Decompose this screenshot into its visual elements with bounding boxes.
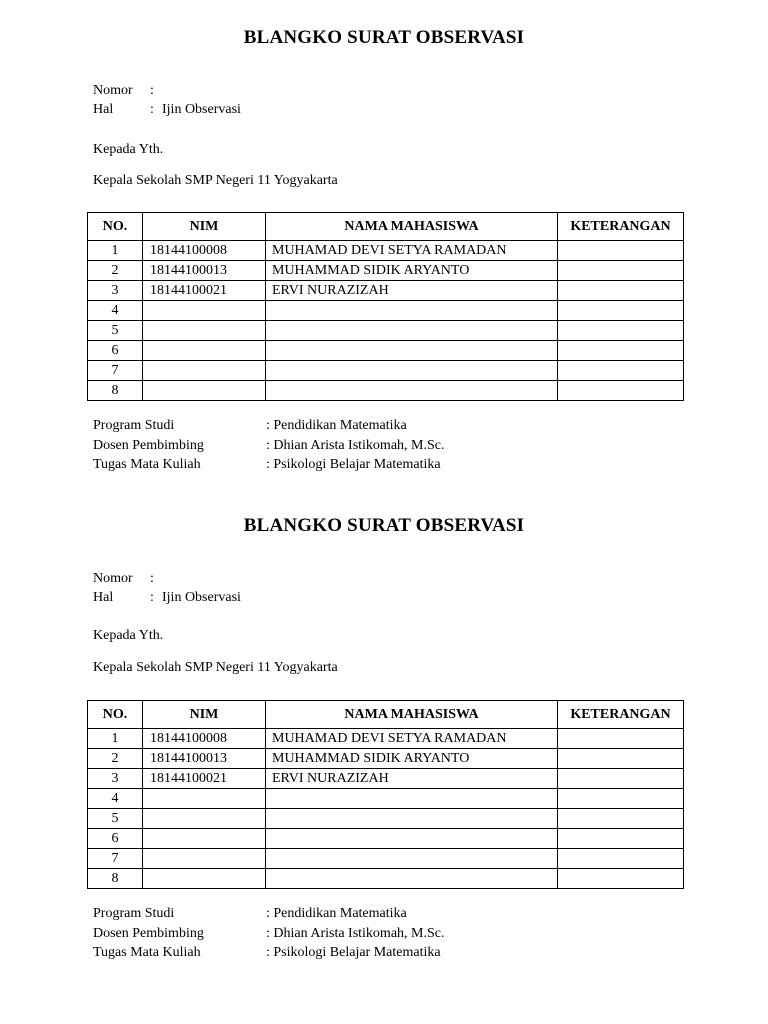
cell-nama (266, 341, 558, 361)
cell-no: 8 (88, 869, 143, 889)
tugas-value: : Psikologi Belajar Matematika (266, 945, 441, 960)
cell-nama (266, 849, 558, 869)
cell-nim (143, 849, 266, 869)
cell-nim: 18144100008 (143, 729, 266, 749)
table-row (88, 809, 684, 829)
cell-keterangan (558, 381, 684, 401)
header-nama: NAMA MAHASISWA (266, 213, 558, 241)
cell-no: 6 (88, 341, 143, 361)
table-row (88, 321, 684, 341)
cell-no: 4 (88, 301, 143, 321)
cell-keterangan (558, 849, 684, 869)
cell-keterangan (558, 809, 684, 829)
cell-no: 1 (88, 729, 143, 749)
cell-keterangan (558, 869, 684, 889)
table-row (88, 789, 684, 809)
cell-no: 5 (88, 321, 143, 341)
cell-nim: 18144100021 (143, 281, 266, 301)
cell-no: 1 (88, 241, 143, 261)
table-row (88, 341, 684, 361)
form-title: BLANGKO SURAT OBSERVASI (243, 515, 525, 536)
salutation: Kepada Yth. (93, 142, 164, 157)
header-nim: NIM (143, 701, 266, 729)
table-row (88, 769, 684, 789)
cell-no: 4 (88, 789, 143, 809)
cell-nim: 18144100013 (143, 261, 266, 281)
recipient: Kepala Sekolah SMP Negeri 11 Yogyakarta (93, 173, 338, 188)
cell-nama (266, 829, 558, 849)
hal-colon: : (150, 102, 154, 117)
cell-no: 7 (88, 361, 143, 381)
cell-nama: ERVI NURAZIZAH (266, 281, 558, 301)
program-studi-line (93, 904, 407, 924)
table-row (88, 261, 684, 281)
cell-no: 8 (88, 381, 143, 401)
cell-no: 7 (88, 849, 143, 869)
header-no: NO. (88, 701, 143, 729)
cell-nama (266, 361, 558, 381)
cell-nama (266, 381, 558, 401)
table-row (88, 281, 684, 301)
program-studi-value: : Pendidikan Matematika (266, 906, 407, 921)
table-row (88, 869, 684, 889)
hal-line (93, 588, 241, 608)
table-row (88, 729, 684, 749)
dosen-label: Dosen Pembimbing (93, 438, 204, 453)
cell-nim: 18144100021 (143, 769, 266, 789)
program-studi-line (93, 416, 407, 436)
table-row (88, 749, 684, 769)
cell-nama: MUHAMAD DEVI SETYA RAMADAN (266, 241, 558, 261)
form-title: BLANGKO SURAT OBSERVASI (243, 27, 525, 48)
cell-keterangan (558, 341, 684, 361)
cell-nama (266, 869, 558, 889)
dosen-value: : Dhian Arista Istikomah, M.Sc. (266, 926, 445, 941)
nomor-line (93, 569, 162, 589)
salutation: Kepada Yth. (93, 628, 164, 643)
table-header-row (88, 213, 684, 241)
dosen-line (93, 436, 445, 456)
recipient: Kepala Sekolah SMP Negeri 11 Yogyakarta (93, 660, 338, 675)
cell-no: 2 (88, 261, 143, 281)
cell-nim (143, 321, 266, 341)
nomor-colon: : (150, 571, 154, 586)
cell-nama: MUHAMMAD SIDIK ARYANTO (266, 261, 558, 281)
dosen-value: : Dhian Arista Istikomah, M.Sc. (266, 438, 445, 453)
dosen-label: Dosen Pembimbing (93, 926, 204, 941)
program-studi-value: : Pendidikan Matematika (266, 418, 407, 433)
cell-nim: 18144100013 (143, 749, 266, 769)
program-studi-label: Program Studi (93, 906, 175, 921)
cell-nim (143, 869, 266, 889)
hal-label: Hal (93, 102, 114, 117)
cell-nim (143, 341, 266, 361)
table-row (88, 829, 684, 849)
header-no: NO. (88, 213, 143, 241)
table-header-row (88, 701, 684, 729)
cell-nama: MUHAMMAD SIDIK ARYANTO (266, 749, 558, 769)
nomor-label: Nomor (93, 83, 133, 98)
cell-nim (143, 789, 266, 809)
header-nama: NAMA MAHASISWA (266, 701, 558, 729)
student-table (87, 212, 684, 401)
cell-keterangan (558, 301, 684, 321)
cell-keterangan (558, 749, 684, 769)
table-row (88, 381, 684, 401)
cell-keterangan (558, 321, 684, 341)
hal-value: Ijin Observasi (162, 102, 241, 117)
cell-keterangan (558, 261, 684, 281)
header-keterangan: KETERANGAN (558, 213, 684, 241)
table-row (88, 301, 684, 321)
hal-value: Ijin Observasi (162, 590, 241, 605)
cell-nim (143, 361, 266, 381)
cell-nama (266, 321, 558, 341)
cell-no: 5 (88, 809, 143, 829)
table-row (88, 849, 684, 869)
cell-keterangan (558, 829, 684, 849)
cell-no: 3 (88, 281, 143, 301)
cell-keterangan (558, 789, 684, 809)
dosen-line (93, 924, 445, 944)
hal-line (93, 100, 241, 120)
cell-nim: 18144100008 (143, 241, 266, 261)
hal-colon: : (150, 590, 154, 605)
nomor-line (93, 81, 162, 101)
cell-no: 2 (88, 749, 143, 769)
cell-nama (266, 809, 558, 829)
header-nim: NIM (143, 213, 266, 241)
cell-nim (143, 809, 266, 829)
cell-no: 3 (88, 769, 143, 789)
cell-nim (143, 381, 266, 401)
nomor-label: Nomor (93, 571, 133, 586)
header-keterangan: KETERANGAN (558, 701, 684, 729)
cell-keterangan (558, 361, 684, 381)
cell-no: 6 (88, 829, 143, 849)
student-table (87, 700, 684, 889)
cell-keterangan (558, 769, 684, 789)
program-studi-label: Program Studi (93, 418, 175, 433)
hal-label: Hal (93, 590, 114, 605)
nomor-colon: : (150, 83, 154, 98)
cell-nama: MUHAMAD DEVI SETYA RAMADAN (266, 729, 558, 749)
cell-nama (266, 789, 558, 809)
table-row (88, 241, 684, 261)
cell-keterangan (558, 729, 684, 749)
cell-keterangan (558, 241, 684, 261)
cell-nama (266, 301, 558, 321)
cell-keterangan (558, 281, 684, 301)
tugas-label: Tugas Mata Kuliah (93, 945, 201, 960)
cell-nim (143, 301, 266, 321)
cell-nim (143, 829, 266, 849)
tugas-value: : Psikologi Belajar Matematika (266, 457, 441, 472)
tugas-label: Tugas Mata Kuliah (93, 457, 201, 472)
table-row (88, 361, 684, 381)
tugas-line (93, 455, 441, 475)
tugas-line (93, 943, 441, 963)
cell-nama: ERVI NURAZIZAH (266, 769, 558, 789)
